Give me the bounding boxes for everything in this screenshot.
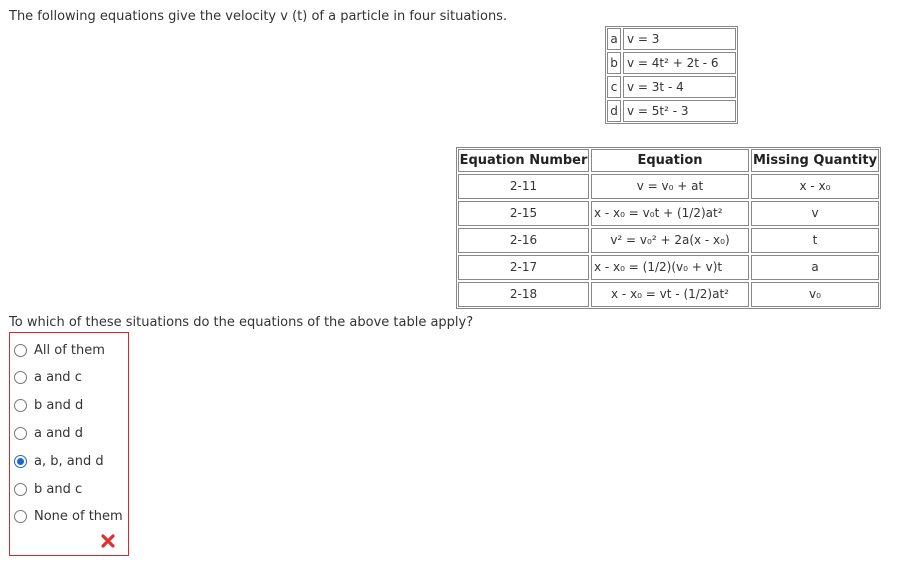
equation-number: 2-15 — [458, 201, 589, 226]
table-row — [458, 174, 879, 199]
option-all-of-them[interactable] — [14, 343, 105, 358]
situation-letter: d — [607, 100, 621, 122]
option-a-and-c[interactable] — [14, 370, 82, 385]
equation-table — [456, 147, 881, 309]
table-row — [458, 201, 879, 226]
header-missing-quantity: Missing Quantity — [751, 149, 879, 172]
radio-button[interactable] — [14, 371, 27, 384]
radio-button[interactable] — [14, 344, 27, 357]
equation: v = v₀ + at — [591, 174, 749, 199]
situation-equation: v = 3t - 4 — [623, 76, 736, 98]
option-none-of-them[interactable] — [14, 509, 123, 524]
situation-equation: v = 3 — [623, 28, 736, 50]
option-label: None of them — [34, 509, 123, 524]
header-equation-number: Equation Number — [458, 149, 589, 172]
radio-button-selected[interactable] — [14, 455, 27, 468]
missing-quantity: a — [751, 255, 879, 280]
radio-button[interactable] — [14, 510, 27, 523]
table-row — [458, 228, 879, 253]
situation-letter: b — [607, 52, 621, 74]
situation-row — [607, 76, 736, 98]
equation-number: 2-16 — [458, 228, 589, 253]
option-b-and-d[interactable] — [14, 398, 83, 413]
equation: x - x₀ = v₀t + (1/2)at² — [591, 201, 749, 226]
option-label: a and d — [34, 426, 83, 441]
radio-button[interactable] — [14, 427, 27, 440]
missing-quantity: v₀ — [751, 282, 879, 307]
situation-row — [607, 100, 736, 122]
option-label: b and d — [34, 398, 84, 413]
situation-letter: c — [607, 76, 621, 98]
equation: v² = v₀² + 2a(x - x₀) — [591, 228, 749, 253]
equation-number: 2-18 — [458, 282, 589, 307]
option-label: b and c — [34, 482, 83, 497]
option-a-and-d[interactable] — [14, 426, 83, 441]
table-row — [458, 282, 879, 307]
situation-row — [607, 52, 736, 74]
option-label: All of them — [34, 343, 105, 358]
radio-button[interactable] — [14, 399, 27, 412]
situation-equation: v = 4t² + 2t - 6 — [623, 52, 736, 74]
missing-quantity: v — [751, 201, 879, 226]
equation: x - x₀ = (1/2)(v₀ + v)t — [591, 255, 749, 280]
question-text: To which of these situations do the equations of the above table apply? — [9, 315, 474, 330]
radio-button[interactable] — [14, 483, 27, 496]
table-header-row — [458, 149, 879, 172]
missing-quantity: t — [751, 228, 879, 253]
option-b-and-c[interactable] — [14, 482, 82, 497]
option-label: a and c — [34, 370, 82, 385]
situation-letter: a — [607, 28, 621, 50]
option-a-b-and-d[interactable] — [14, 454, 104, 469]
situation-row — [607, 28, 736, 50]
option-label: a, b, and d — [34, 454, 104, 469]
incorrect-x-icon — [100, 533, 116, 549]
equation-number: 2-17 — [458, 255, 589, 280]
header-equation: Equation — [591, 149, 749, 172]
intro-text: The following equations give the velocity v (t) of a particle in four situations. — [9, 9, 508, 24]
equation: x - x₀ = vt - (1/2)at² — [591, 282, 749, 307]
answer-options-box — [9, 332, 129, 556]
situations-table — [605, 26, 738, 124]
situation-equation: v = 5t² - 3 — [623, 100, 736, 122]
equation-number: 2-11 — [458, 174, 589, 199]
missing-quantity: x - x₀ — [751, 174, 879, 199]
table-row — [458, 255, 879, 280]
